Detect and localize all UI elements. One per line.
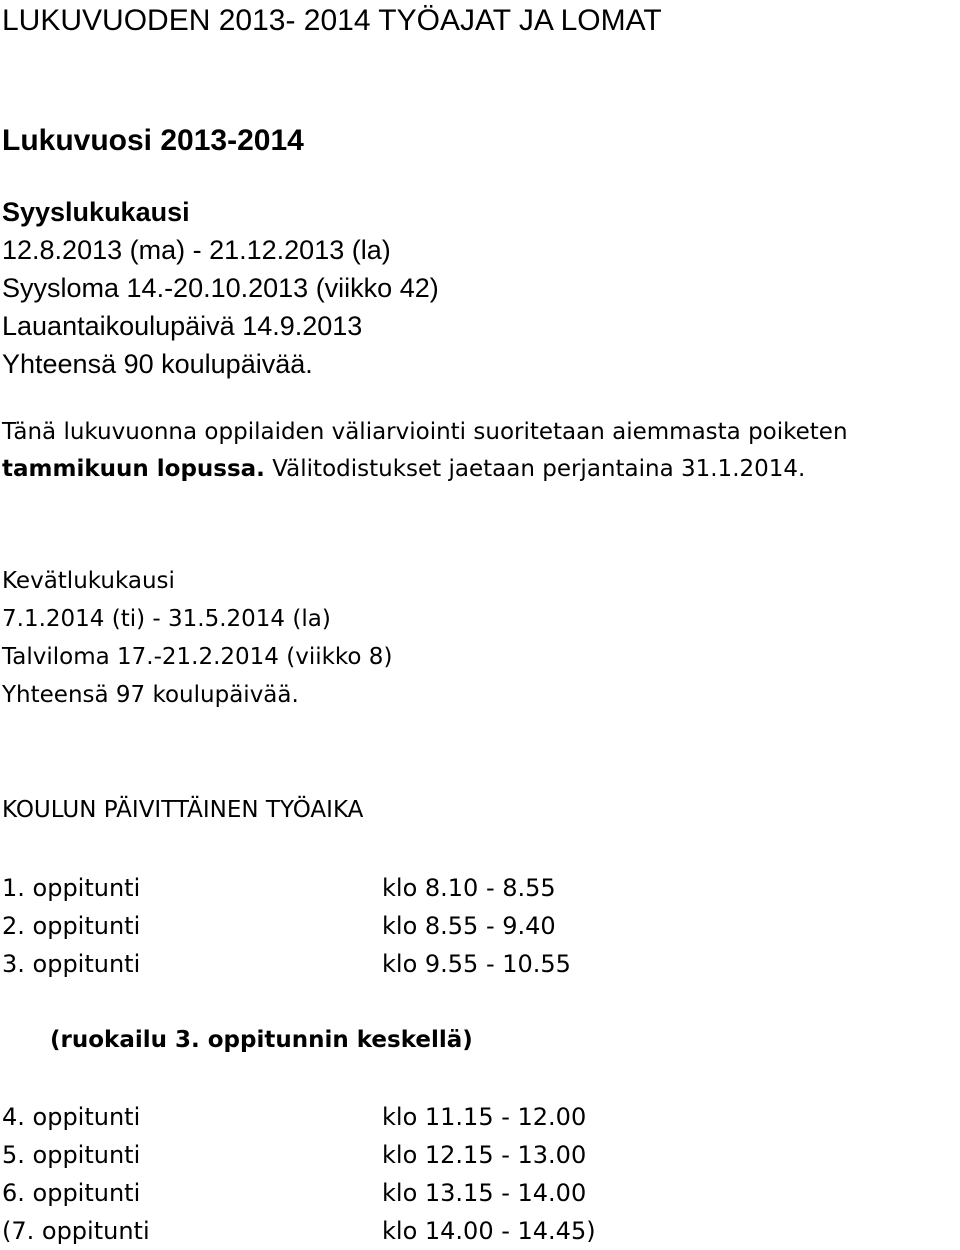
spring-term-dates: 7.1.2014 (ti) - 31.5.2014 (la) xyxy=(2,606,331,632)
assessment-note-line1: Tänä lukuvuonna oppilaiden väliarviointi suoritetaan aiemmasta poiketen xyxy=(2,419,848,445)
lesson-time: klo 12.15 - 13.00 xyxy=(382,1141,587,1169)
autumn-term-heading: Syyslukukausi xyxy=(2,197,190,227)
lesson-label: (7. oppitunti xyxy=(2,1217,150,1245)
autumn-school-days-total: Yhteensä 90 koulupäivää. xyxy=(2,349,313,379)
lesson-label: 1. oppitunti xyxy=(2,874,141,902)
spring-term-heading: Kevätlukukausi xyxy=(2,568,175,594)
lunch-note: (ruokailu 3. oppitunnin keskellä) xyxy=(50,1027,473,1053)
assessment-note-bold: tammikuun lopussa. xyxy=(2,456,265,482)
schedule-row xyxy=(2,1143,902,1173)
school-year-heading: Lukuvuosi 2013-2014 xyxy=(2,124,304,157)
lesson-label: 4. oppitunti xyxy=(2,1103,141,1131)
assessment-note-line2 xyxy=(2,458,805,481)
lesson-time: klo 14.00 - 14.45) xyxy=(382,1217,596,1245)
lesson-label: 5. oppitunti xyxy=(2,1141,141,1169)
lesson-time: klo 8.55 - 9.40 xyxy=(382,912,556,940)
lesson-time: klo 11.15 - 12.00 xyxy=(382,1103,587,1131)
autumn-term-dates: 12.8.2013 (ma) - 21.12.2013 (la) xyxy=(2,235,391,265)
schedule-row xyxy=(2,952,902,982)
daily-schedule-heading: KOULUN PÄIVITTÄINEN TYÖAIKA xyxy=(2,797,364,823)
saturday-school-day: Lauantaikoulupäivä 14.9.2013 xyxy=(2,311,363,341)
schedule-row xyxy=(2,1181,902,1211)
page-title: LUKUVUODEN 2013- 2014 TYÖAJAT JA LOMAT xyxy=(2,4,662,37)
lesson-label: 6. oppitunti xyxy=(2,1179,141,1207)
schedule-row xyxy=(2,1105,902,1135)
lesson-label: 2. oppitunti xyxy=(2,912,141,940)
schedule-row xyxy=(2,876,902,906)
assessment-note-rest: Välitodistukset jaetaan perjantaina 31.1.2014. xyxy=(264,456,806,482)
schedule-row xyxy=(2,914,902,944)
autumn-break: Syysloma 14.-20.10.2013 (viikko 42) xyxy=(2,273,439,303)
lesson-time: klo 13.15 - 14.00 xyxy=(382,1179,587,1207)
lesson-time: klo 9.55 - 10.55 xyxy=(382,950,571,978)
schedule-row xyxy=(2,1219,902,1249)
lesson-label: 3. oppitunti xyxy=(2,950,141,978)
spring-school-days-total: Yhteensä 97 koulupäivää. xyxy=(2,682,299,708)
winter-break: Talviloma 17.-21.2.2014 (viikko 8) xyxy=(2,644,393,670)
lesson-time: klo 8.10 - 8.55 xyxy=(382,874,556,902)
